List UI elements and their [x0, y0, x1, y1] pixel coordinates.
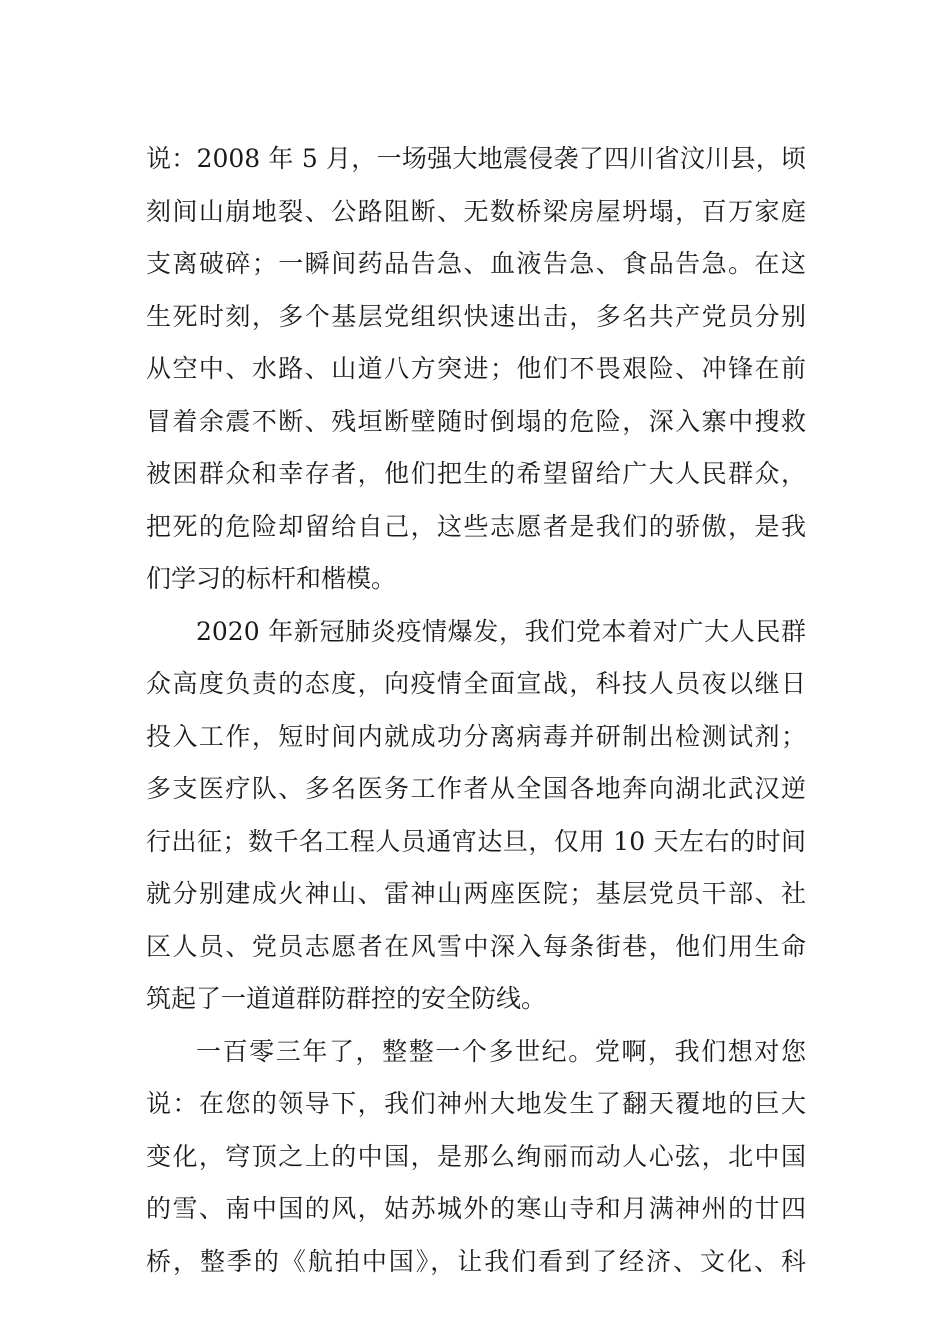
- text-line: 一百零三年了，整整一个多世纪。党啊，我们想对您: [196, 1036, 806, 1066]
- text-line: 变化，穹顶之上的中国，是那么绚丽而动人心弦，北中国: [146, 1141, 806, 1171]
- text-line: 就分别建成火神山、雷神山两座医院；基层党员干部、社: [146, 879, 806, 908]
- text-line: 的雪、南中国的风，姑苏城外的寒山寺和月满神州的廿四: [146, 1194, 806, 1223]
- text-line: 区人员、党员志愿者在风雪中深入每条街巷，他们用生命: [146, 931, 806, 961]
- text-line: 从空中、水路、山道八方突进；他们不畏艰险、冲锋在前: [146, 354, 806, 383]
- text-line: 冒着余震不断、残垣断壁随时倒塌的危险，深入寨中搜救: [146, 406, 806, 436]
- text-line: 桥，整季的《航拍中国》，让我们看到了经济、文化、科: [146, 1246, 806, 1276]
- text-line: 说：2008 年 5 月，一场强大地震侵袭了四川省汶川县，顷: [146, 144, 806, 173]
- text-line: 把死的危险却留给自己，这些志愿者是我们的骄傲，是我: [146, 511, 806, 541]
- text-line: 投入工作，短时间内就成功分离病毒并研制出检测试剂；: [146, 721, 806, 751]
- text-line: 支离破碎；一瞬间药品告急、血液告急、食品告急。在这: [146, 249, 806, 278]
- text-line: 生死时刻，多个基层党组织快速出击，多名共产党员分别: [146, 301, 806, 331]
- document-body: [146, 133, 806, 1288]
- text-line: 多支医疗队、多名医务工作者从全国各地奔向湖北武汉逆: [146, 774, 806, 803]
- text-line: 刻间山崩地裂、公路阻断、无数桥梁房屋坍塌，百万家庭: [146, 196, 806, 226]
- text-line: 行出征；数千名工程人员通宵达旦，仅用 10 天左右的时间: [146, 826, 806, 856]
- text-line: 筑起了一道道群防群控的安全防线。: [146, 984, 547, 1013]
- text-line: 2020 年新冠肺炎疫情爆发，我们党本着对广大人民群: [196, 616, 806, 646]
- text-line: 说：在您的领导下，我们神州大地发生了翻天覆地的巨大: [146, 1089, 806, 1118]
- text-line: 们学习的标杆和楷模。: [146, 564, 397, 593]
- text-line: 被困群众和幸存者，他们把生的希望留给广大人民群众，: [146, 459, 806, 488]
- text-line: 众高度负责的态度，向疫情全面宣战，科技人员夜以继日: [146, 669, 806, 698]
